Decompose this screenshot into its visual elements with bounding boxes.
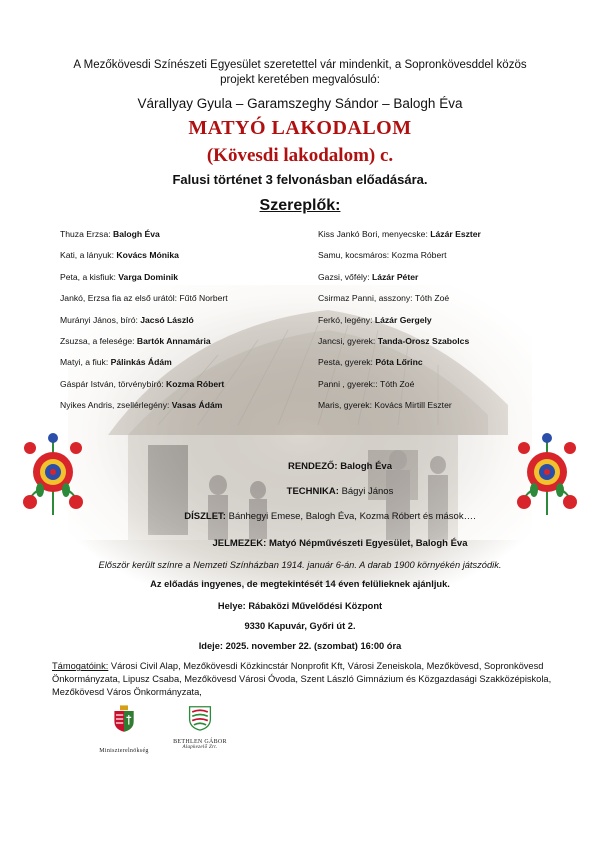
crew-label: TECHNIKA: bbox=[286, 486, 339, 497]
cast-role: Peta, a kisfiuk: bbox=[60, 271, 116, 282]
cast-list-right bbox=[318, 228, 548, 421]
cast-role: Csirmaz Panni, asszony: bbox=[318, 293, 413, 304]
cast-actor: Póta Lőrinc bbox=[375, 357, 423, 368]
cast-actor: Varga Dominik bbox=[118, 271, 178, 282]
cast-actor: Pálinkás Ádám bbox=[110, 357, 172, 368]
cast-heading: Szereplők: bbox=[259, 197, 341, 214]
cast-role: Jancsi, gyerek: bbox=[318, 335, 376, 346]
cast-actor: Bartók Annamária bbox=[136, 335, 211, 346]
cast-actor: Tóth Zoé bbox=[379, 378, 415, 389]
bethlen-name: BETHLEN GÁBOR bbox=[173, 739, 227, 745]
cast-actor: Kovács Mónika bbox=[116, 250, 179, 261]
cast-entry bbox=[60, 356, 300, 377]
cast-entry bbox=[60, 378, 300, 399]
crew-label: RENDEZŐ: bbox=[287, 461, 338, 472]
venue-address: 9330 Kapuvár, Győri út 2. bbox=[244, 621, 356, 631]
supporters-list: Városi Civil Alap, Mezőkövesdi Közkincstár Nonprofit Kft, Városi Zeneiskola, Mezőkövesd, Sopronkövesd Önkormányzata, Lipusz Csaba, Mezőkövesd Városi Óvoda, Szent László Gimnázium és Közgazdasági Szakközépiskola, Mezőkövesd Város Önkormányzata, bbox=[52, 661, 552, 697]
intro-text: A Mezőkövesdi Színészeti Egyesület szeretettel vár mindenkit, a Sopronkövesddel közös projekt keretében megvalósuló: bbox=[73, 59, 527, 86]
cast-actor: Jacsó László bbox=[140, 314, 194, 325]
hungarian-coat-of-arms-icon bbox=[112, 705, 136, 733]
crew-costume bbox=[160, 538, 520, 549]
cast-entry bbox=[60, 314, 300, 335]
crew-label: JELMEZEK: bbox=[212, 538, 267, 549]
cast-role: Gáspár István, törvénybíró: bbox=[60, 378, 164, 389]
cast-entry bbox=[318, 228, 548, 249]
cast-actor: Kozma Róbert bbox=[391, 250, 447, 261]
bethlen-gabor-logo bbox=[172, 705, 228, 750]
crew-label: DÍSZLET: bbox=[184, 511, 226, 522]
crew-director bbox=[160, 461, 520, 472]
cast-role: Murányi János, bíró: bbox=[60, 314, 138, 325]
authors-line: Várallyay Gyula – Garamszeghy Sándor – Balogh Éva bbox=[137, 96, 463, 111]
cast-entry bbox=[60, 335, 300, 356]
crew-value: Matyó Népművészeti Egyesület, Balogh Éva bbox=[268, 538, 468, 549]
cast-actor: Tanda-Orosz Szabolcs bbox=[377, 335, 470, 346]
cast-actor: Lázár Gergely bbox=[374, 314, 432, 325]
supporters bbox=[52, 660, 552, 698]
cast-role: Matyi, a fiuk: bbox=[60, 357, 109, 368]
cast-role: Ferkó, legény: bbox=[318, 314, 373, 325]
play-title: MATYÓ LAKODALOM bbox=[188, 117, 412, 139]
cast-entry bbox=[318, 378, 548, 399]
cast-actor: Vasas Ádám bbox=[171, 400, 223, 411]
ministry-logo bbox=[88, 705, 160, 754]
cast-entry bbox=[318, 249, 548, 270]
cast-role: Gazsi, vőfély: bbox=[318, 271, 370, 282]
cast-entry bbox=[318, 356, 548, 377]
ministry-caption: Miniszterelnökség bbox=[99, 748, 149, 754]
cast-actor: Lázár Péter bbox=[371, 271, 419, 282]
bethlen-shield-icon bbox=[187, 705, 213, 731]
cast-entry bbox=[318, 314, 548, 335]
supporters-label: Támogatóink: bbox=[52, 661, 109, 671]
cast-role: Nyikes Andris, zsellérlegény: bbox=[60, 400, 170, 411]
cast-actor: Tóth Zoé bbox=[414, 293, 450, 304]
premiere-note: Először került színre a Nemzeti Színházban 1914. január 6-án. A darab 1900 környékén játszódik. bbox=[98, 560, 502, 570]
cast-role: Pesta, gyerek: bbox=[318, 357, 373, 368]
cast-entry bbox=[318, 399, 548, 420]
cast-entry bbox=[60, 271, 300, 292]
cast-entry bbox=[318, 271, 548, 292]
play-tagline: Falusi történet 3 felvonásban előadására. bbox=[172, 172, 428, 187]
cast-entry bbox=[60, 399, 300, 420]
cast-list-left bbox=[60, 228, 300, 421]
cast-role: Kati, a lányuk: bbox=[60, 250, 114, 261]
crew-value: Bánhegyi Emese, Balogh Éva, Kozma Róbert és mások…. bbox=[228, 511, 476, 522]
cast-role: Kiss Jankó Bori, menyecske: bbox=[318, 229, 428, 239]
cast-entry bbox=[60, 249, 300, 270]
free-entry-note: Az előadás ingyenes, de megtekintését 14 éven felülieknek ajánljuk. bbox=[150, 579, 450, 589]
crew-set bbox=[140, 511, 520, 522]
cast-actor: Lázár Eszter bbox=[430, 229, 481, 239]
cast-actor: Fűtő Norbert bbox=[179, 293, 228, 304]
crew-technique bbox=[160, 486, 520, 497]
crew-value: Bágyi János bbox=[341, 486, 394, 497]
crew-value: Balogh Éva bbox=[340, 461, 392, 472]
cast-role: Samu, kocsmáros: bbox=[318, 250, 390, 261]
cast-entry bbox=[318, 292, 548, 313]
cast-actor: Balogh Éva bbox=[113, 229, 160, 239]
cast-role: Zsuzsa, a felesége: bbox=[60, 335, 135, 346]
cast-role: Maris, gyerek: bbox=[318, 400, 372, 411]
cast-actor: Kovács Mirtill Eszter bbox=[374, 400, 452, 411]
bethlen-sub: Alapkezelő Zrt. bbox=[182, 745, 218, 750]
cast-role: Panni , gyerek:: bbox=[318, 378, 378, 389]
venue: Helye: Rábaközi Művelődési Központ bbox=[217, 601, 383, 611]
cast-role: Thuza Erzsa: bbox=[60, 229, 111, 239]
cast-entry bbox=[60, 228, 300, 249]
play-subtitle: (Kövesdi lakodalom) c. bbox=[206, 145, 394, 166]
cast-entry bbox=[318, 335, 548, 356]
folk-flower-motif-right bbox=[512, 430, 582, 520]
event-date: Ideje: 2025. november 22. (szombat) 16:00 óra bbox=[198, 641, 402, 651]
cast-actor: Kozma Róbert bbox=[166, 378, 225, 389]
cast-entry bbox=[60, 292, 300, 313]
cast-role: Jankó, Erzsa fia az első urától: bbox=[60, 293, 178, 304]
folk-flower-motif-left bbox=[18, 430, 88, 520]
